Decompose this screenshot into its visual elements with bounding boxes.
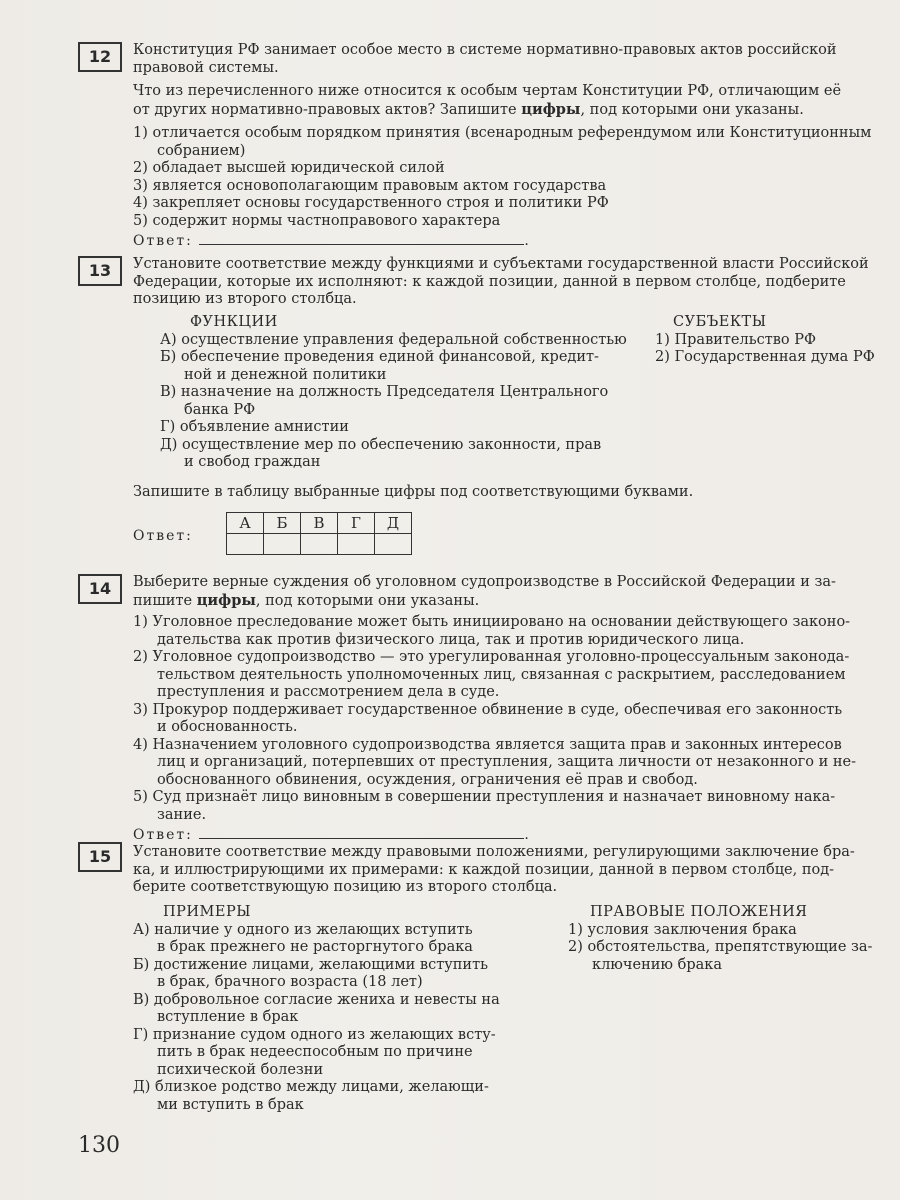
q15-right-header: ПРАВОВЫЕ ПОЛОЖЕНИЯ — [590, 904, 808, 920]
q12-option-1-cont: собранием) — [157, 142, 246, 159]
answer-cell[interactable] — [227, 534, 264, 555]
col-a: А — [227, 513, 264, 534]
q13-table-instruction: Запишите в таблицу выбранные цифры под соответствующими буквами. — [133, 484, 694, 500]
q14-option-3: 3) Прокурор поддерживает государственное обвинение в суде, обеспечивая его законность — [133, 701, 843, 718]
q13-right-1: 1) Правительство РФ — [655, 331, 817, 348]
q12-text-1: Конституция РФ занимает особое место в системе нормативно-правовых актов российской — [133, 42, 837, 58]
q14-option-2: 2) Уголовное судопроизводство — это урегулированная уголовно-процессуальным законода- — [133, 649, 850, 665]
q15-text-1: Установите соответствие между правовыми положениями, регулирующими заключение бра- — [133, 844, 855, 860]
q12-text-4: от других нормативно-правовых актов? Запишите цифры, под которыми они указаны. — [133, 100, 804, 118]
q13-right-2: 2) Государственная дума РФ — [655, 349, 875, 365]
q14-option-4-cont: лиц и организаций, потерпевших от преступления, защита личности от незаконного и не- — [157, 754, 857, 770]
page-number: 130 — [78, 1133, 120, 1158]
q13-left-d: Г) объявление амнистии — [160, 419, 349, 435]
q14-option-5: 5) Суд признаёт лицо виновным в совершении преступления и назначает виновному нака- — [133, 789, 836, 805]
q14-text-2: пишите цифры, под которыми они указаны. — [133, 591, 480, 609]
q13-answer-table[interactable] — [226, 512, 412, 555]
q15-left-b: Б) достижение лицами, желающими вступить — [133, 956, 489, 973]
answer-cell[interactable] — [264, 534, 301, 555]
q15-left-b-cont: в брак, брачного возраста (18 лет) — [157, 974, 423, 990]
q15-right-2: 2) обстоятельства, препятствующие за- — [568, 939, 873, 955]
q13-left-header: ФУНКЦИИ — [190, 314, 278, 330]
q12-option-1: 1) отличается особым порядком принятия (всенародным референдумом или Конституционным — [133, 125, 872, 141]
q14-option-3-cont: и обоснованность. — [157, 719, 298, 735]
q14-option-4: 4) Назначением уголовного судопроизводства является защита прав и законных интересов — [133, 736, 842, 753]
answer-cell[interactable] — [375, 534, 412, 555]
q15-left-a-cont: в брак прежнего не расторгнутого брака — [157, 939, 473, 955]
q14-text-1: Выберите верные суждения об уголовном судопроизводстве в Российской Федерации и за- — [133, 574, 836, 590]
q14-option-5-cont: зание. — [157, 806, 207, 823]
q13-left-e: Д) осуществление мер по обеспечению законности, прав — [160, 436, 602, 453]
q12-text-3: Что из перечисленного ниже относится к особым чертам Конституции РФ, отличающим её — [133, 83, 842, 99]
col-b: Б — [264, 513, 301, 534]
q13-left-b-cont: ной и денежной политики — [184, 366, 387, 383]
answer-cell[interactable] — [301, 534, 338, 555]
q13-text-2: Федерации, которые их исполняют: к каждой позиции, данной в первом столбце, подберите — [133, 273, 846, 290]
q15-left-e-cont: ми вступить в брак — [157, 1096, 304, 1113]
q15-left-e: Д) близкое родство между лицами, желающи- — [133, 1079, 489, 1095]
q12-answer-line[interactable]: Ответ: . — [133, 233, 531, 249]
q15-left-header: ПРИМЕРЫ — [163, 904, 252, 920]
q15-left-d: Г) признание судом одного из желающих всту- — [133, 1026, 496, 1043]
question-number: 12 — [78, 42, 122, 72]
q12-option-2: 2) обладает высшей юридической силой — [133, 160, 445, 176]
q15-text-3: берите соответствующую позицию из второго столбца. — [133, 879, 558, 895]
q15-left-d-cont: пить в брак недееспособным по причине — [157, 1044, 473, 1060]
answer-cell[interactable] — [338, 534, 375, 555]
q14-option-1-cont: дательства как против физического лица, так и против юридического лица. — [157, 631, 745, 648]
q15-left-c-cont: вступление в брак — [157, 1009, 299, 1025]
q15-left-a: А) наличие у одного из желающих вступить — [133, 921, 473, 938]
q15-left-c: В) добровольное согласие жениха и невесты на — [133, 991, 500, 1008]
q14-option-2-cont2: преступления и рассмотрением дела в суде. — [157, 684, 500, 700]
q15-left-d-cont2: психической болезни — [157, 1061, 324, 1078]
q12-option-5: 5) содержит нормы частноправового характера — [133, 212, 501, 229]
col-d: Д — [375, 513, 412, 534]
q12-text-2: правовой системы. — [133, 59, 279, 76]
q15-right-1: 1) условия заключения брака — [568, 921, 797, 938]
q14-answer-line[interactable]: Ответ: . — [133, 827, 531, 843]
col-g: Г — [338, 513, 375, 534]
col-v: В — [301, 513, 338, 534]
question-number: 13 — [78, 256, 122, 286]
q13-left-e-cont: и свобод граждан — [184, 454, 321, 470]
q13-left-a: А) осуществление управления федеральной собственностью — [160, 331, 627, 348]
q15-text-2: ка, и иллюстрирующими их примерами: к каждой позиции, данной в первом столбце, под- — [133, 861, 835, 878]
q12-option-4: 4) закрепляет основы государственного строя и политики РФ — [133, 195, 609, 211]
q13-left-c-cont: банка РФ — [184, 401, 256, 418]
q13-left-c: В) назначение на должность Председателя Центрального — [160, 384, 609, 400]
q13-answer-label: Ответ: — [133, 528, 193, 544]
question-number: 15 — [78, 842, 122, 872]
q15-right-2-cont: ключению брака — [592, 956, 722, 973]
q13-left-b: Б) обеспечение проведения единой финансовой, кредит- — [160, 349, 599, 365]
q13-text-3: позицию из второго столбца. — [133, 291, 357, 307]
q13-right-header: СУБЪЕКТЫ — [673, 314, 767, 330]
q13-text-1: Установите соответствие между функциями и субъектами государственной власти Российской — [133, 256, 869, 272]
q12-option-3: 3) является основополагающим правовым актом государства — [133, 177, 607, 194]
q14-option-1: 1) Уголовное преследование может быть инициировано на основании действующего законо- — [133, 614, 851, 630]
q14-option-2-cont: тельством деятельность уполномоченных лиц, связанная с раскрытием, расследованием — [157, 666, 846, 683]
question-number: 14 — [78, 574, 122, 604]
q14-option-4-cont2: обоснованного обвинения, осуждения, ограничения её прав и свобод. — [157, 771, 698, 788]
